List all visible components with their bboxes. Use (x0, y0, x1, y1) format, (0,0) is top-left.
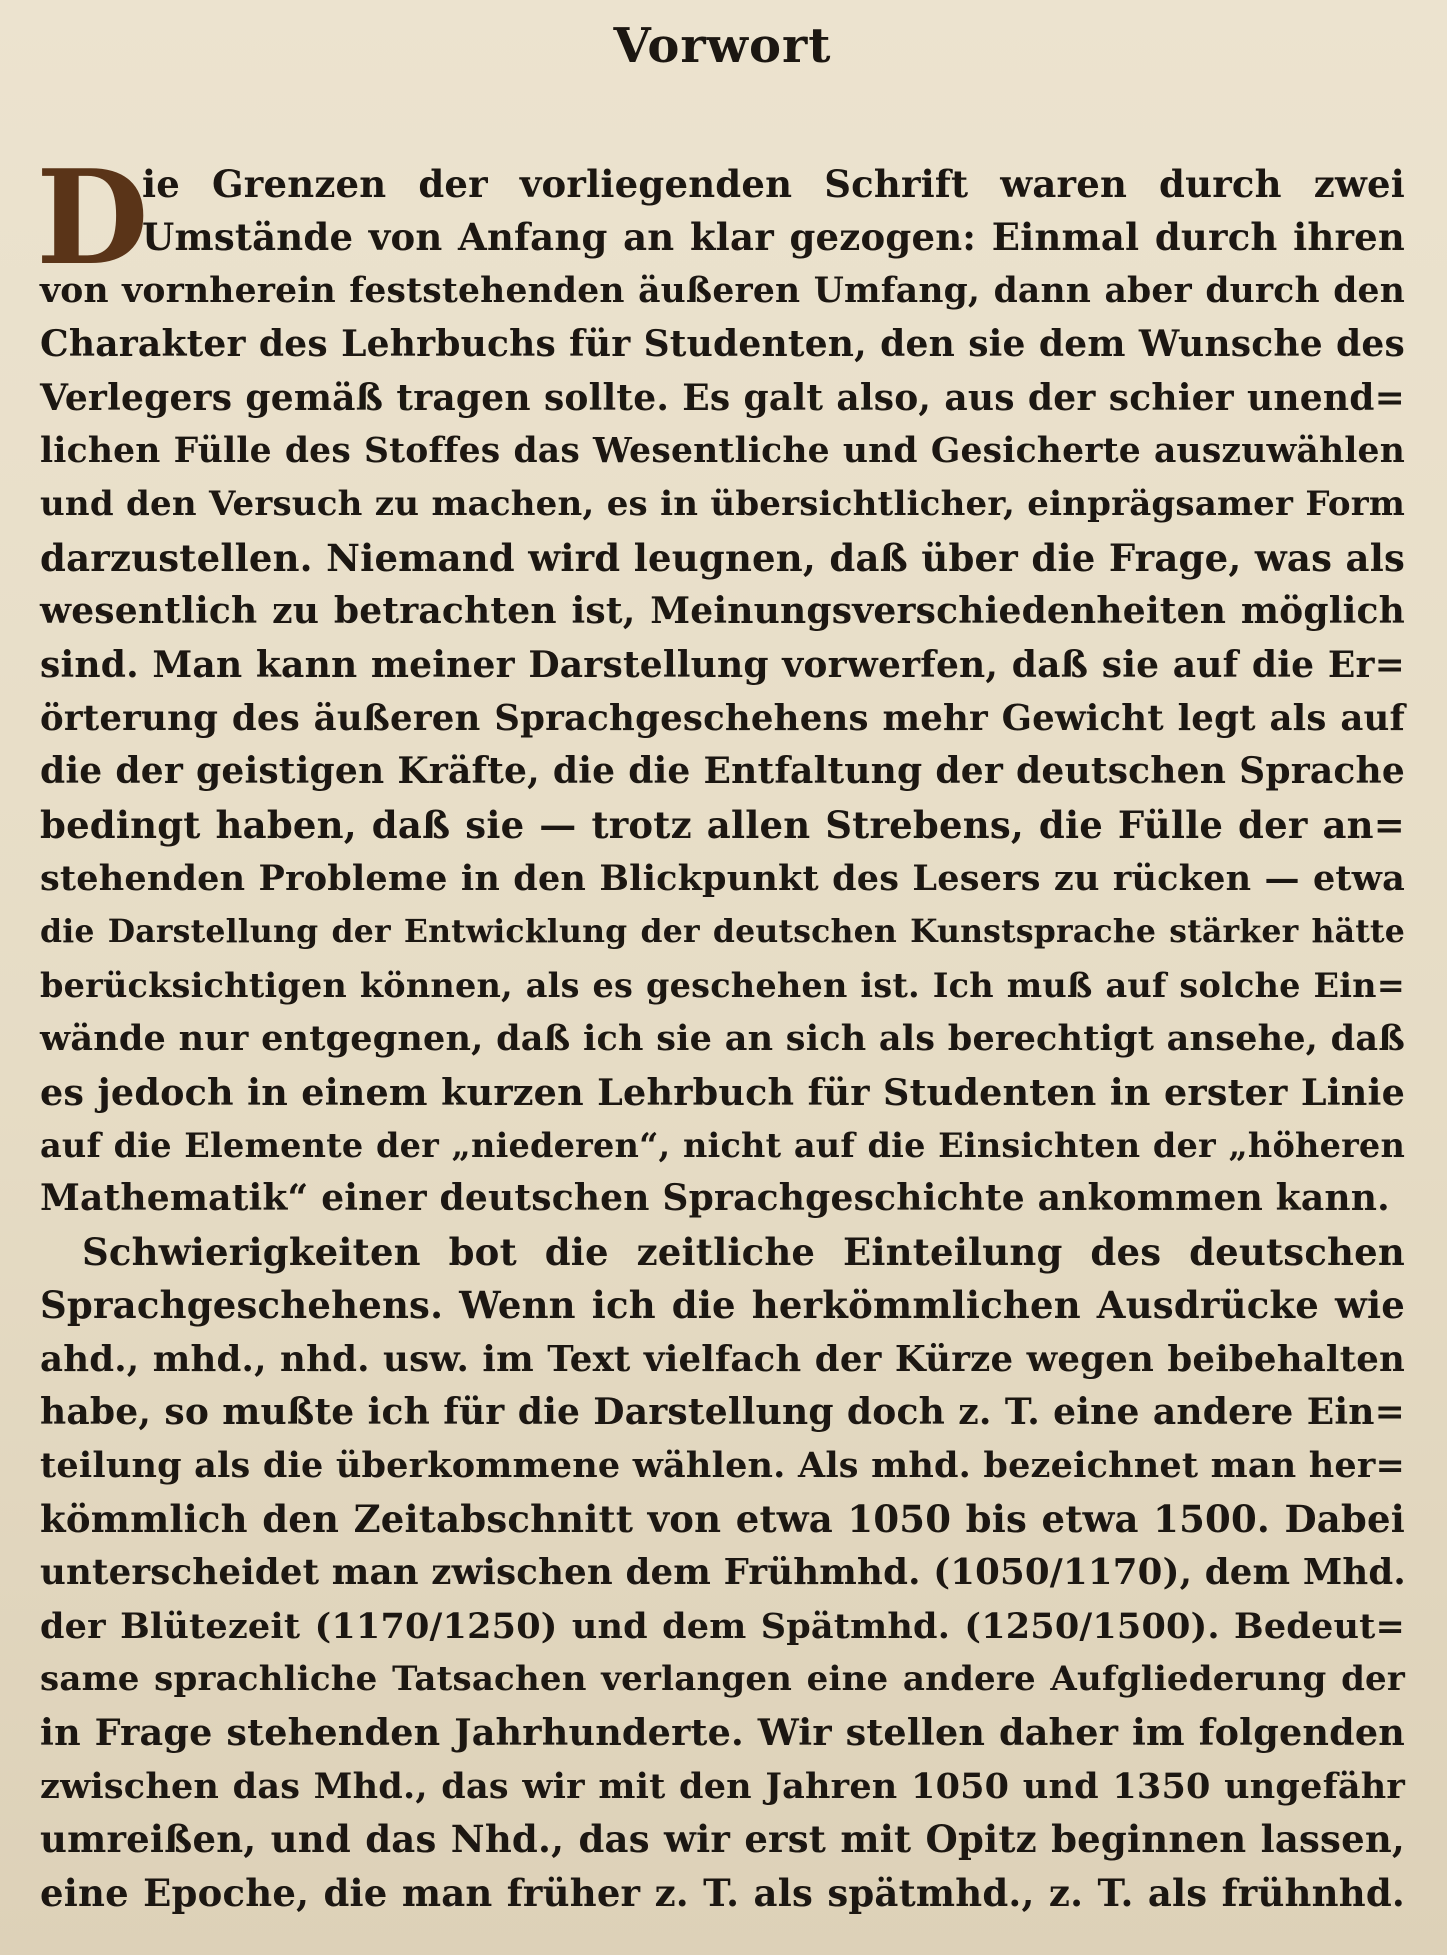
text-line: darzustellen. Niemand wird leugnen, daß über die Frage, was als (40, 535, 1405, 580)
text-line: von vornherein feststehenden äußeren Umfang, dann aber durch den (40, 270, 1405, 311)
text-line: und den Versuch zu machen, es in übersichtlicher, einprägsamer Form (40, 484, 1405, 525)
text-line: wesentlich zu betrachten ist, Meinungsverschiedenheiten möglich (40, 590, 1405, 633)
text-line: örterung des äußeren Sprachgeschehens mehr Gewicht legt als auf (40, 697, 1405, 739)
page-title: Vorwort (613, 18, 832, 74)
text-line: Mathematik“ einer deutschen Sprachgeschichte ankommen kann. (40, 1177, 1390, 1220)
text-line: stehenden Probleme in den Blickpunkt des Lesers zu rücken — etwa (40, 858, 1405, 900)
text-line: Sprachgeschehens. Wenn ich die herkömmlichen Ausdrücke wie (40, 1283, 1405, 1328)
text-line: umreißen, und das Nhd., das wir erst mit Opitz beginnen lassen, (40, 1817, 1405, 1862)
text-line: bedingt haben, daß sie — trotz allen Strebens, die Fülle der an= (40, 802, 1405, 847)
text-line: eine Epoche, die man früher z. T. als spätmhd., z. T. als frühnhd. (40, 1870, 1405, 1915)
text-line: Schwierigkeiten bot die zeitliche Einteilung des deutschen (82, 1229, 1405, 1274)
text-line: Umstände von Anfang an klar gezogen: Einmal durch ihren (142, 215, 1405, 260)
paragraph-1 (40, 158, 1405, 1226)
text-line: ie Grenzen der vorliegenden Schrift waren durch zwei (142, 162, 1405, 206)
text-line: unterscheidet man zwischen dem Frühmhd. (1050/1170), dem Mhd. (40, 1552, 1406, 1594)
text-line: same sprachliche Tatsachen verlangen eine andere Aufgliederung der (40, 1658, 1405, 1699)
text-line: die Darstellung der Entwicklung der deutschen Kunstsprache stärker hätte (40, 913, 1405, 951)
text-line: es jedoch in einem kurzen Lehrbuch für Studenten in erster Linie (40, 1070, 1405, 1114)
text-line: sind. Man kann meiner Darstellung vorwerfen, daß sie auf die Er= (40, 643, 1405, 686)
paragraph-2 (40, 1226, 1405, 1920)
body-text (36, 141, 1406, 1920)
text-line: Charakter des Lehrbuchs für Studenten, den sie dem Wunsche des (40, 323, 1405, 366)
text-line: ahd., mhd., nhd. usw. im Text vielfach der Kürze wegen beibehalten (40, 1338, 1405, 1380)
text-line: der Blütezeit (1170/1250) und dem Spätmhd. (1250/1500). Bedeut= (40, 1605, 1405, 1647)
text-line: teilung als die überkommene wählen. Als mhd. bezeichnet man her= (40, 1445, 1406, 1487)
text-line: die der geistigen Kräfte, die die Entfaltung der deutschen Sprache (40, 750, 1405, 793)
text-line: lichen Fülle des Stoffes das Wesentliche und Gesicherte auszuwählen (40, 430, 1405, 471)
book-page (36, 0, 1406, 1955)
text-line: wände nur entgegnen, daß ich sie an sich als berechtigt ansehe, daß (40, 1018, 1405, 1060)
text-line: Verlegers gemäß tragen sollte. Es galt also, aus der schier unend= (40, 376, 1405, 419)
text-line: berücksichtigen können, als es geschehen ist. Ich muß auf solche Ein= (40, 965, 1405, 1005)
text-line: zwischen das Mhd., das wir mit den Jahren 1050 und 1350 ungefähr (40, 1765, 1405, 1807)
text-line: kömmlich den Zeitabschnitt von etwa 1050 bis etwa 1500. Dabei (40, 1496, 1405, 1541)
text-line: in Frage stehenden Jahrhunderte. Wir stellen daher im folgenden (40, 1711, 1405, 1755)
drop-cap: D (36, 141, 149, 294)
text-line: auf die Elemente der „niederen“, nicht auf die Einsichten der „höheren (40, 1126, 1405, 1166)
text-line: habe, so mußte ich für die Darstellung doch z. T. eine andere Ein= (40, 1390, 1405, 1433)
